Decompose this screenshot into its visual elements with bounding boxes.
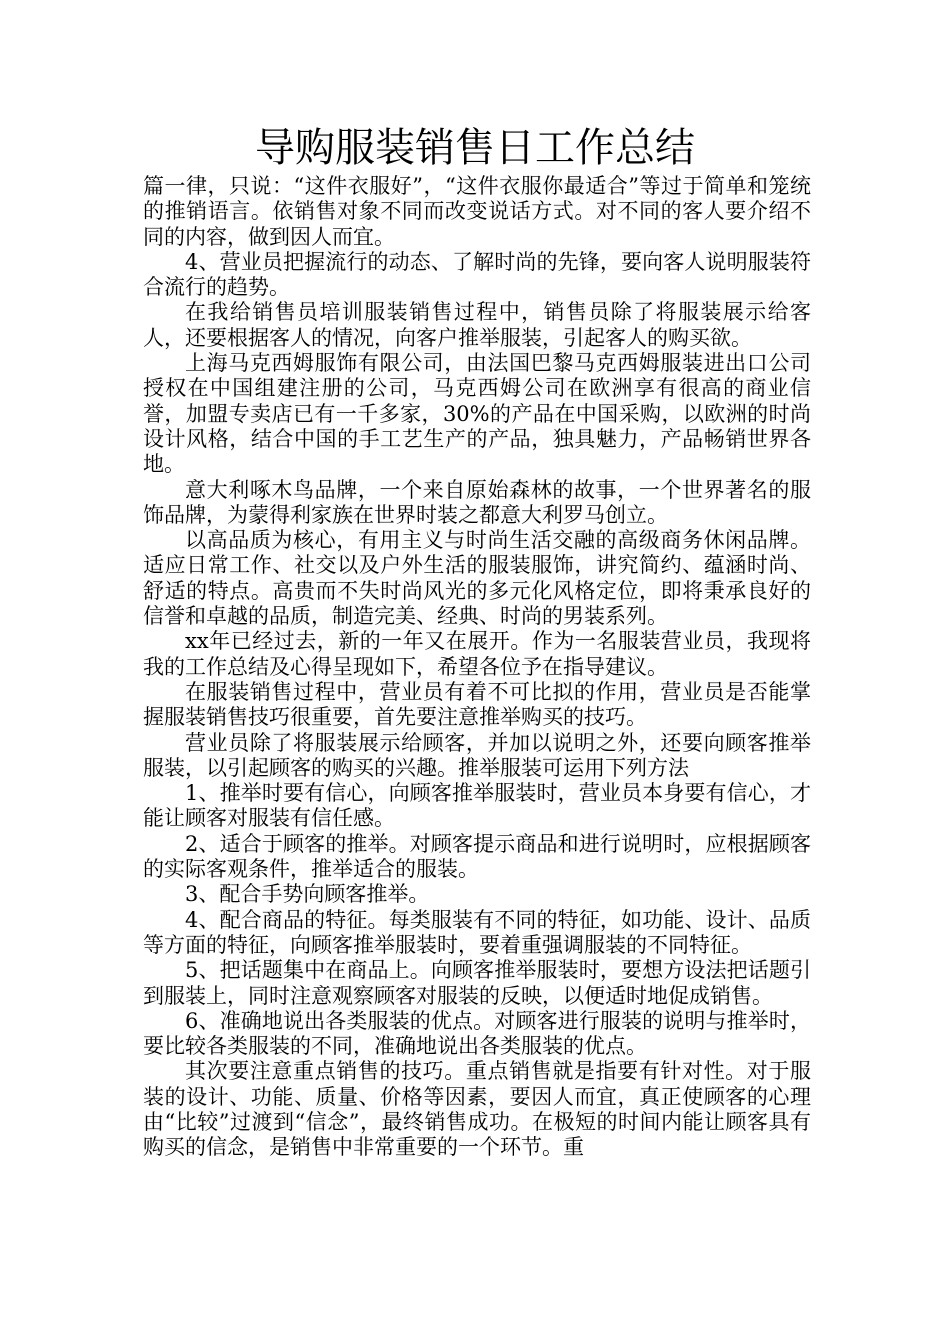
paragraph: 意大利啄木鸟品牌，一个来自原始森林的故事，一个世界著名的服饰品牌，为蒙得利家族在世界时装之都意大利罗马创立。 bbox=[143, 477, 811, 527]
paragraph: 篇一律，只说：“这件衣服好”，“这件衣服你最适合”等过于简单和笼统的推销语言。依销售对象不同而改变说话方式。对不同的客人要介绍不同的内容，做到因人而宜。 bbox=[143, 174, 811, 249]
paragraph: 以高品质为核心，有用主义与时尚生活交融的高级商务休闲品牌。适应日常工作、社交以及户外生活的服装服饰，讲究简约、蕴涵时尚、舒适的特点。高贵而不失时尚风光的多元化风格定位，即将秉承良好的信誉和卓越的品质，制造完美、经典、时尚的男装系列。 bbox=[143, 528, 811, 629]
paragraph: 4、营业员把握流行的动态、了解时尚的先锋，要向客人说明服装符合流行的趋势。 bbox=[143, 249, 811, 300]
paragraph: xx年已经过去，新的一年又在展开。作为一名服装营业员，我现将我的工作总结及心得呈现如下，希望各位予在指导建议。 bbox=[143, 629, 811, 679]
document-title: 导购服装销售日工作总结 bbox=[255, 125, 695, 171]
paragraph: 其次要注意重点销售的技巧。重点销售就是指要有针对性。对于服装的设计、功能、质量、价格等因素，要因人而宜，真正使顾客的心理由“比较”过渡到“信念”，最终销售成功。在极短的时间内能让顾客具有购买的信念，是销售中非常重要的一个环节。重 bbox=[143, 1059, 811, 1160]
paragraph: 6、准确地说出各类服装的优点。对顾客进行服装的说明与推举时，要比较各类服装的不同，准确地说出各类服装的优点。 bbox=[143, 1008, 811, 1059]
paragraph: 2、适合于顾客的推举。对顾客提示商品和进行说明时，应根据顾客的实际客观条件，推举适合的服装。 bbox=[143, 831, 811, 882]
paragraph: 5、把话题集中在商品上。向顾客推举服装时，要想方设法把话题引到服装上，同时注意观察顾客对服装的反映，以便适时地促成销售。 bbox=[143, 958, 811, 1008]
paragraph: 1、推举时要有信心，向顾客推举服装时，营业员本身要有信心，才能让顾客对服装有信任感。 bbox=[143, 781, 811, 831]
paragraph: 3、配合手势向顾客推举。 bbox=[185, 882, 430, 907]
paragraph: 在我给销售员培训服装销售过程中，销售员除了将服装展示给客人，还要根据客人的情况，向客户推举服装，引起客人的购买欲。 bbox=[143, 300, 811, 350]
paragraph: 4、配合商品的特征。每类服装有不同的特征，如功能、设计、品质等方面的特征，向顾客推举服装时，要着重强调服装的不同特征。 bbox=[143, 907, 811, 957]
paragraph: 营业员除了将服装展示给顾客，并加以说明之外，还要向顾客推举服装，以引起顾客的购买的兴趣。推举服装可运用下列方法 bbox=[143, 730, 811, 780]
paragraph: 上海马克西姆服饰有限公司，由法国巴黎马克西姆服装进出口公司授权在中国组建注册的公司，马克西姆公司在欧洲享有很高的商业信誉，加盟专卖店已有一千多家，30%的产品在中国采购，以欧洲的时尚设计风格，结合中国的手工艺生产的产品，独具魅力，产品畅销世界各地。 bbox=[143, 351, 811, 477]
document-body bbox=[143, 174, 811, 1161]
paragraph: 在服装销售过程中，营业员有着不可比拟的作用，营业员是否能掌握服装销售技巧很重要，首先要注意推举购买的技巧。 bbox=[143, 679, 811, 730]
